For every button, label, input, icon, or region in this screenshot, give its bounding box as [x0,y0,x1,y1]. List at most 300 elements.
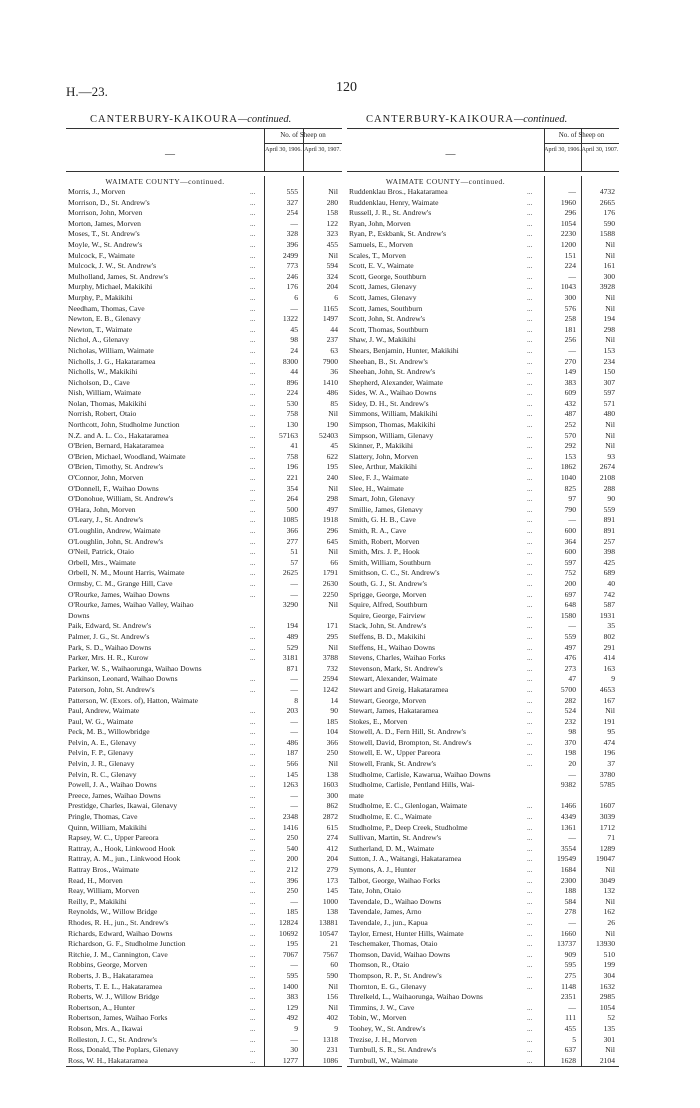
table-row [66,812,342,823]
table-row [347,865,619,876]
table-row [347,727,619,738]
table-row [66,409,342,420]
sheep-1907: 21 [330,939,338,949]
right-section-title: CANTERBURY-KAIKOURA—continued. [366,114,568,125]
sheep-1907: 594 [326,261,338,271]
sheep-1906: — [290,578,298,588]
sheep-1906: 327 [286,197,298,207]
right-table-header [347,129,619,172]
sheep-1907: 13881 [319,917,338,927]
sheep-1906: 30 [290,1045,298,1055]
document-code: H.—23. [66,84,108,99]
sheep-1906: — [290,1034,298,1044]
leader-dots: ... [527,293,533,302]
leader-dots: ... [527,410,533,419]
sheep-1907: 122 [326,218,338,228]
table-row [347,515,619,526]
left-table-header [66,129,342,172]
leader-dots: ... [527,950,533,959]
owner-name: Shears, Benjamin, Hunter, Makikihi [349,345,459,355]
table-row [347,229,619,240]
table-row [66,674,342,685]
sheep-1907: Nil [605,303,615,313]
leader-dots: ... [250,728,256,737]
sheep-1907: 571 [603,398,615,408]
sheep-1906: 41 [290,441,298,451]
table-row [66,219,342,230]
sheep-1906: 151 [564,250,576,260]
leader-dots: ... [250,802,256,811]
owner-name: Scott, James, Southburn [349,303,423,313]
leader-dots: ... [250,738,256,747]
owner-name: Ritchie, J. M., Cannington, Cave [68,949,168,959]
leader-dots: ... [250,240,256,249]
table-row [347,643,619,654]
leader-dots: ... [250,527,256,535]
sheep-1906: 194 [286,621,298,631]
table-row [66,229,342,240]
sheep-1907: 52 [607,1013,615,1023]
sheep-1906: 648 [564,600,576,610]
table-row [347,1024,619,1035]
sheep-1906: 2499 [282,250,298,260]
owner-name: Samuels, E., Morven [349,239,413,249]
leader-dots: ... [250,918,256,927]
sheep-1906: 292 [564,441,576,451]
table-row [66,897,342,908]
owner-name: Stewart, Alexander, Waimate [349,674,438,684]
sheep-1907: 1054 [599,1002,615,1012]
leader-dots: ... [250,209,256,218]
table-row [66,791,342,802]
sheep-1907: 3049 [599,875,615,885]
table-row [66,982,342,993]
owner-name: O'Leary, J., St. Andrew's [68,515,144,525]
table-row [66,1003,342,1014]
leader-dots: ... [250,654,256,663]
leader-dots: ... [250,632,256,641]
owner-name: Sides, W. A., Waihao Downs [349,388,437,398]
table-row [66,399,342,410]
sheep-1906: 6 [294,292,298,302]
table-row [66,865,342,876]
leader-dots: ... [250,251,256,260]
sheep-1907: 486 [326,388,338,398]
table-row [66,537,342,548]
sheep-1906: 270 [564,356,576,366]
sheep-1907: 414 [603,653,615,663]
leader-dots: ... [250,442,256,451]
table-row [66,240,342,251]
leader-dots: ... [250,262,256,271]
owner-name: Stevenson, Mark, St. Andrew's [349,663,443,673]
owner-name: Preece, James, Waihao Downs [68,790,161,800]
leader-dots: ... [527,569,533,578]
table-row [347,696,619,707]
sheep-1907: 4732 [599,187,615,196]
owner-name: Pelvin, F. P., Glenavy [68,748,134,758]
table-row [66,696,342,707]
leader-dots: ... [250,590,256,599]
table-row [347,833,619,844]
leader-dots: ... [527,283,533,292]
leader-dots: ... [527,918,533,927]
sheep-1906: 432 [564,398,576,408]
leader-dots: ... [250,707,256,716]
owner-name: Slee, F. J., Waimate [349,473,409,483]
leader-dots: ... [527,834,533,843]
sheep-1906: 200 [286,854,298,864]
owner-name: Stokes, E., Morven [349,716,408,726]
table-row [347,314,619,325]
owner-name: Reay, William, Morven [68,886,140,896]
sheep-1907: 231 [326,1045,338,1055]
leader-dots: ... [250,484,256,493]
leader-dots: ... [250,346,256,355]
sheep-1907: 138 [326,769,338,779]
owner-name: Nolan, Thomas, Makikihi [68,398,147,408]
table-row [66,441,342,452]
sheep-1907: Nil [605,335,615,345]
leader-dots: ... [250,463,256,472]
sheep-1906: 609 [564,388,576,398]
county-heading: WAIMATE COUNTY—continued. [105,177,225,186]
owner-name: Richards, Edward, Waihao Downs [68,928,173,938]
leader-dots: ... [527,982,533,991]
sheep-1907: 3928 [599,282,615,292]
sheep-1906: 354 [286,483,298,493]
sheep-1907: 1289 [599,843,615,853]
leader-dots: ... [250,378,256,387]
table-row [66,1013,342,1024]
leader-dots: ... [527,971,533,980]
table-row [66,367,342,378]
leader-dots: ... [250,866,256,874]
table-row [66,1056,342,1067]
table-row [66,293,342,304]
table-row [347,293,619,304]
name-column-header: — [445,149,456,160]
leader-dots: ... [527,357,533,366]
sheep-1907: 171 [326,621,338,631]
table-row [347,770,619,781]
sheep-1906: 1684 [560,865,576,874]
sheep-1907: 195 [326,462,338,472]
owner-name: Murphy, P., Makikihi [68,292,133,302]
sheep-1907: 301 [603,1034,615,1044]
sheep-1907: 36 [330,367,338,377]
sheep-1906: 196 [286,462,298,472]
owner-name: Paul, Andrew, Waimate [68,706,140,716]
sheep-1907: 9 [611,674,615,684]
owner-name: O'Brien, Michael, Woodland, Waimate [68,451,186,461]
table-row [347,1003,619,1014]
table-row [66,357,342,368]
leader-dots: ... [527,664,533,673]
sheep-1907: 412 [326,843,338,853]
owner-name: Peck, M. B., Willowbridge [68,727,150,737]
sheep-1906: — [568,917,576,927]
sheep-1907: 300 [326,790,338,800]
sheep-1906: 2625 [282,568,298,578]
leader-dots: ... [527,442,533,451]
leader-dots: ... [527,219,533,228]
table-row [66,484,342,495]
leader-dots: ... [250,643,256,652]
leader-dots: ... [527,802,533,811]
sheep-1906: — [290,218,298,228]
owner-name: Thomson, David, Waihao Downs [349,949,451,959]
sheep-1906: 383 [286,992,298,1002]
leader-dots: ... [527,527,533,535]
sheep-1907: 7567 [322,949,338,959]
table-row [347,907,619,918]
leader-dots: ... [527,717,533,726]
leader-dots: ... [527,749,533,758]
owner-name: Newton, E. B., Glenavy [68,314,141,324]
owner-name: Sprigge, George, Morven [349,589,427,599]
owner-name: Roberts, W. J., Willow Bridge [68,992,160,1002]
table-row [347,431,619,442]
leader-dots: ... [250,452,256,461]
table-row [347,272,619,283]
owner-name: Nicholls, W., Makikihi [68,367,138,377]
sheep-1907: 26 [607,917,615,927]
sheep-1907: Nil [605,1045,615,1055]
owner-name: Moses, T., St. Andrew's [68,229,140,239]
table-row [66,727,342,738]
leader-dots: ... [250,929,256,938]
sheep-1907: 19047 [596,854,615,864]
sheep-1906: 597 [564,557,576,567]
sheep-1906: 275 [564,970,576,980]
sheep-1907: 257 [603,536,615,546]
owner-name: Simpson, William, Glenavy [349,430,434,440]
sheep-1907: 1712 [599,822,615,832]
owner-name: Squire, George, Fairview [349,610,426,620]
sheep-1906: 1040 [560,473,576,483]
owner-name: Morrison, D., St. Andrew's [68,197,150,207]
owner-name: Downs [68,610,90,620]
sheep-1906: 896 [286,377,298,387]
sheep-1907: 274 [326,833,338,843]
table-row [347,706,619,717]
sheep-1906: 370 [564,737,576,747]
sheep-1906: 595 [564,960,576,970]
sheep-1907: 90 [330,706,338,716]
leader-dots: ... [250,399,256,408]
leader-dots: ... [250,834,256,843]
table-row [347,717,619,728]
sheep-1906: 252 [564,420,576,430]
table-row [66,664,342,675]
sheep-1907: 95 [607,727,615,737]
owner-name: Slee, H., Waimate [349,483,404,493]
leader-dots: ... [250,1024,256,1033]
leader-dots: ... [250,505,256,514]
leader-dots: ... [250,410,256,419]
county-heading: WAIMATE COUNTY—continued. [385,177,506,186]
left-table-body [66,176,342,1066]
sheep-1906: 212 [286,865,298,874]
table-row [347,399,619,410]
leader-dots: ... [527,855,533,864]
sheep-1907: 3039 [599,812,615,822]
sheep-1906: 9382 [560,780,576,790]
owner-name: Orbell, N. M., Mount Harris, Waimate [68,568,185,578]
sheep-1906: — [290,684,298,694]
table-row [347,759,619,770]
owner-name: Stewart, James, Hakataramea [349,706,439,716]
sheep-1906: 203 [286,706,298,716]
table-row [66,568,342,579]
sheep-1906: 1628 [560,1055,576,1065]
sheep-1907: 497 [326,504,338,514]
table-row [347,240,619,251]
sheep-1906: 44 [290,367,298,377]
col-1906-header: April 30, 1906. [265,147,302,153]
sheep-1906: 1361 [560,822,576,832]
table-row [66,473,342,484]
table-row [66,282,342,293]
table-row [66,1045,342,1056]
sheep-1906: 185 [286,907,298,917]
sheep-1906: 198 [564,748,576,758]
sheep-1906: 600 [564,526,576,535]
table-row [66,685,342,696]
sheep-1906: 486 [286,737,298,747]
leader-dots: ... [527,738,533,747]
owner-name: Stewart, George, Morven [349,695,427,705]
owner-name: Read, H., Morven [68,875,123,885]
sheep-1906: 871 [286,663,298,673]
table-row [347,982,619,993]
owner-name: Prestidge, Charles, Ikawai, Glenavy [68,801,178,811]
sheep-1907: 2674 [599,462,615,472]
table-row [347,568,619,579]
table-row [66,992,342,1003]
leader-dots: ... [250,569,256,578]
sheep-1907: Nil [328,409,338,419]
sheep-1907: Nil [328,642,338,652]
owner-name: Orbell, Mrs., Waimate [68,557,136,567]
owner-name: Smith, R. A., Cave [349,526,407,535]
sheep-1907: Nil [328,981,338,991]
sheep-1906: — [568,769,576,779]
leader-dots: ... [250,1003,256,1012]
table-row [66,187,342,198]
owner-name: Northcott, John, Studholme Junction [68,420,180,430]
sheep-1907: 474 [603,737,615,747]
sheep-1907: 40 [607,578,615,588]
leader-dots: ... [527,897,533,906]
sheep-1906: 200 [564,578,576,588]
sheep-1906: 489 [286,631,298,641]
leader-dots: ... [527,940,533,949]
sheep-1907: 1497 [322,314,338,324]
sheep-1906: 57 [290,557,298,567]
sheep-1906: 1043 [560,282,576,292]
sheep-1906: 5700 [560,684,576,694]
leader-dots: ... [250,219,256,228]
table-row [347,357,619,368]
leader-dots: ... [527,505,533,514]
owner-name: O'Brien, Timothy, St. Andrew's [68,462,164,472]
owner-name: Pelvin, A. E., Glenavy [68,737,137,747]
sheep-1907: 176 [603,208,615,218]
right-column-table [347,128,619,1067]
sheep-1906: 8300 [282,356,298,366]
leader-dots: ... [527,495,533,504]
sheep-1906: 1263 [282,780,298,790]
sheep-1907: 85 [330,398,338,408]
owner-name: Scott, Thomas, Southburn [349,324,429,334]
owner-name: Morrison, John, Morven [68,208,143,218]
table-row [66,844,342,855]
sheep-1907: 163 [603,663,615,673]
sheep-count-header: No. of Sheep on [558,131,605,139]
leader-dots: ... [527,1014,533,1023]
owner-name: Roberts, J. B., Hakataramea [68,970,153,980]
sheep-1906: 530 [286,398,298,408]
owner-name: Palmer, J. G., St. Andrew's [68,631,150,641]
sheep-1906: 149 [564,367,576,377]
sheep-1907: 298 [326,494,338,504]
sheep-1906: 224 [286,388,298,398]
table-row [347,621,619,632]
sheep-1906: 758 [286,451,298,461]
sheep-1907: 295 [326,631,338,641]
leader-dots: ... [250,876,256,885]
owner-name: Mulcock, J. W., St. Andrew's [68,261,157,271]
sheep-1906: 98 [290,335,298,345]
leader-dots: ... [250,389,256,398]
owner-name: Morris, J., Morven [68,187,126,196]
table-row [347,738,619,749]
sheep-1907: 597 [603,388,615,398]
sheep-1906: 540 [286,843,298,853]
owner-name: Studholme, E. C., Waimate [349,812,432,822]
leader-dots: ... [250,855,256,864]
table-row [66,780,342,791]
owner-name: Turnbull, S. R., St. Andrew's [349,1045,437,1055]
table-row [66,558,342,569]
owner-name: Scott, James, Glenavy [349,282,417,292]
leader-dots: ... [527,887,533,896]
sheep-1907: Nil [605,928,615,938]
owner-name: Parker, W. S., Waihaorunga, Waihao Downs [68,663,202,673]
table-row [66,208,342,219]
name-column-header: — [165,149,175,160]
sheep-1906: — [568,187,576,196]
sheep-1906: 1416 [282,822,298,832]
owner-name: Stevens, Charles, Waihao Forks [349,653,446,663]
table-row [66,971,342,982]
sheep-1907: Nil [605,430,615,440]
table-row [347,950,619,961]
owner-name: Pelvin, J. R., Glenavy [68,759,135,769]
owner-name: O'Brien, Bernard, Hakataramea [68,441,164,451]
table-row [347,611,619,622]
leader-dots: ... [250,675,256,684]
owner-name: Stowell, Frank, St. Andrew's [349,759,437,769]
leader-dots: ... [250,685,256,694]
table-row [66,261,342,272]
table-row [347,420,619,431]
leader-dots: ... [527,336,533,345]
sheep-1907: 204 [326,282,338,292]
table-row [347,801,619,812]
